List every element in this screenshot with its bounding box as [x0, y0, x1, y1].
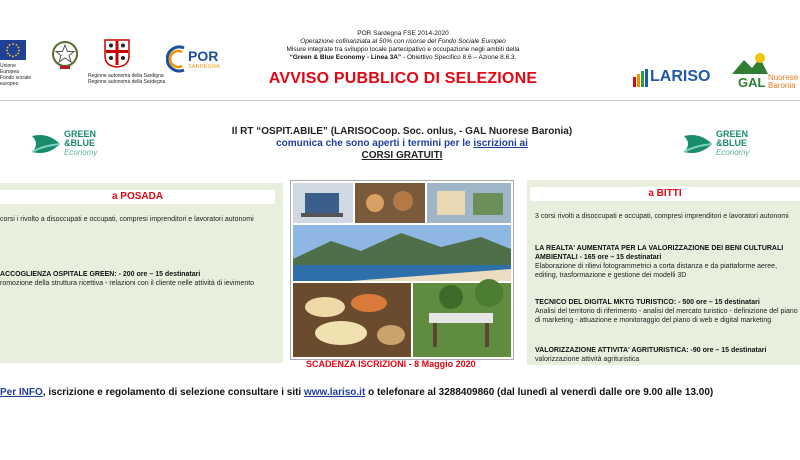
lariso-site-link[interactable]: www.lariso.it: [303, 387, 366, 398]
por-sardegna-logo: [166, 42, 224, 76]
bitti-panel: [527, 180, 800, 365]
sardegna-caption: Regione autonoma della Sardigna Regione autonoma della Sardegna: [88, 73, 166, 85]
photo-collage: [290, 180, 514, 360]
deadline-text: SCADENZA ISCRIZIONI - 8 Maggio 2020: [306, 359, 476, 369]
bitti-course-3: VALORIZZAZIONE ATTIVITA' AGRITURISTICA: -90 ore – 15 destinatari valorizzazione attività agrituristica: [535, 347, 767, 363]
eu-flag-logo: [0, 40, 26, 60]
header-text: [228, 30, 578, 62]
header-line-2: Operazione cofinanziata al 50% con risorse del Fondo Sociale Europeo: [300, 38, 506, 45]
por-text: POR: [188, 48, 219, 64]
intro-line-3: CORSI GRATUITI: [361, 150, 443, 161]
header-line-3: Misure integrate tra sviluppo locale partecipativo e occupazione negli ambiti della: [286, 46, 520, 53]
eu-caption: Unione Europea Fondo sociale europeo: [0, 63, 32, 87]
green-blue-economy-logo-left: GREEN &BLUE Economy: [30, 130, 142, 162]
page-title: AVVISO PUBBLICO DI SELEZIONE: [268, 70, 538, 87]
lariso-logo: [632, 66, 711, 88]
bitti-course-1: LA REALTA' AUMENTATA PER LA VALORIZZAZIONE DEI BENI CULTURALI AMBIENTALI - 165 ore – 15 destinatari Elaborazione di rilievi fotogrammetrici a corta distanza e da piattaforme aeree, editing, trasformazione e gestione dei modelli 3D: [535, 245, 784, 279]
lariso-text: LARISO: [650, 68, 711, 85]
intro-line-1: Il RT “OSPIT.ABILE” (LARISOCoop. Soc. onlus, - GAL Nuorese Baronia): [231, 126, 573, 137]
header-divider: [0, 100, 800, 101]
header-line-4: “Green & Blue Economy - Linea 3A” - Obiettivo Specifico 8.6 – Azione 8.6.3.: [289, 54, 517, 61]
bitti-title: a BITTI: [530, 187, 800, 201]
intro-text: [212, 126, 592, 162]
posada-title: a POSADA: [0, 190, 275, 204]
info-line: Per INFO, iscrizione e regolamento di selezione consultare i siti www.lariso.it o telefonare al 3288409860 (dal lunedì al venerdì dalle ore 9.00 alle 13.00): [0, 387, 714, 398]
por-sub: SARDEGNA: [188, 64, 221, 70]
posada-panel: [0, 183, 283, 363]
header-line-1: POR Sardegna FSE 2014-2020: [357, 30, 449, 37]
bitti-intro: 3 corsi rivolti a disoccupati e occupati, compresi imprenditori e lavoratori autonomi: [535, 213, 789, 220]
info-lead: Per INFO: [0, 387, 43, 398]
italian-republic-emblem: [50, 38, 80, 72]
bitti-course-2: TECNICO DEL DIGITAL MKTG TURISTICO: - 500 ore – 15 destinatari Analisi del territorio di riferimento - analisi del mercato turistico - definizione del piano di marketing - attuazione e monitoraggio del piano di web e digital marketing: [535, 299, 798, 324]
sardegna-region-emblem: [103, 38, 131, 68]
gal-nuorese-baronia-logo: [728, 52, 800, 94]
posada-course-1: ACCOGLIENZA OSPITALE GREEN: - 200 ore – 15 destinatari romozione della struttura ricettiva - relazioni con il cliente nelle attività di ievimento: [0, 271, 255, 287]
posada-intro: corsi i rivolto a disoccupati e occupati, compresi imprenditori e lavoratori autonomi: [0, 216, 254, 223]
green-blue-economy-logo-right: GREEN &BLUE Economy: [682, 130, 794, 162]
intro-line-2: comunica che sono aperti i termini per le iscrizioni ai: [276, 138, 528, 149]
gal-text: GAL: [738, 75, 766, 90]
gal-subtext: Nuorese Baronia: [768, 73, 799, 90]
